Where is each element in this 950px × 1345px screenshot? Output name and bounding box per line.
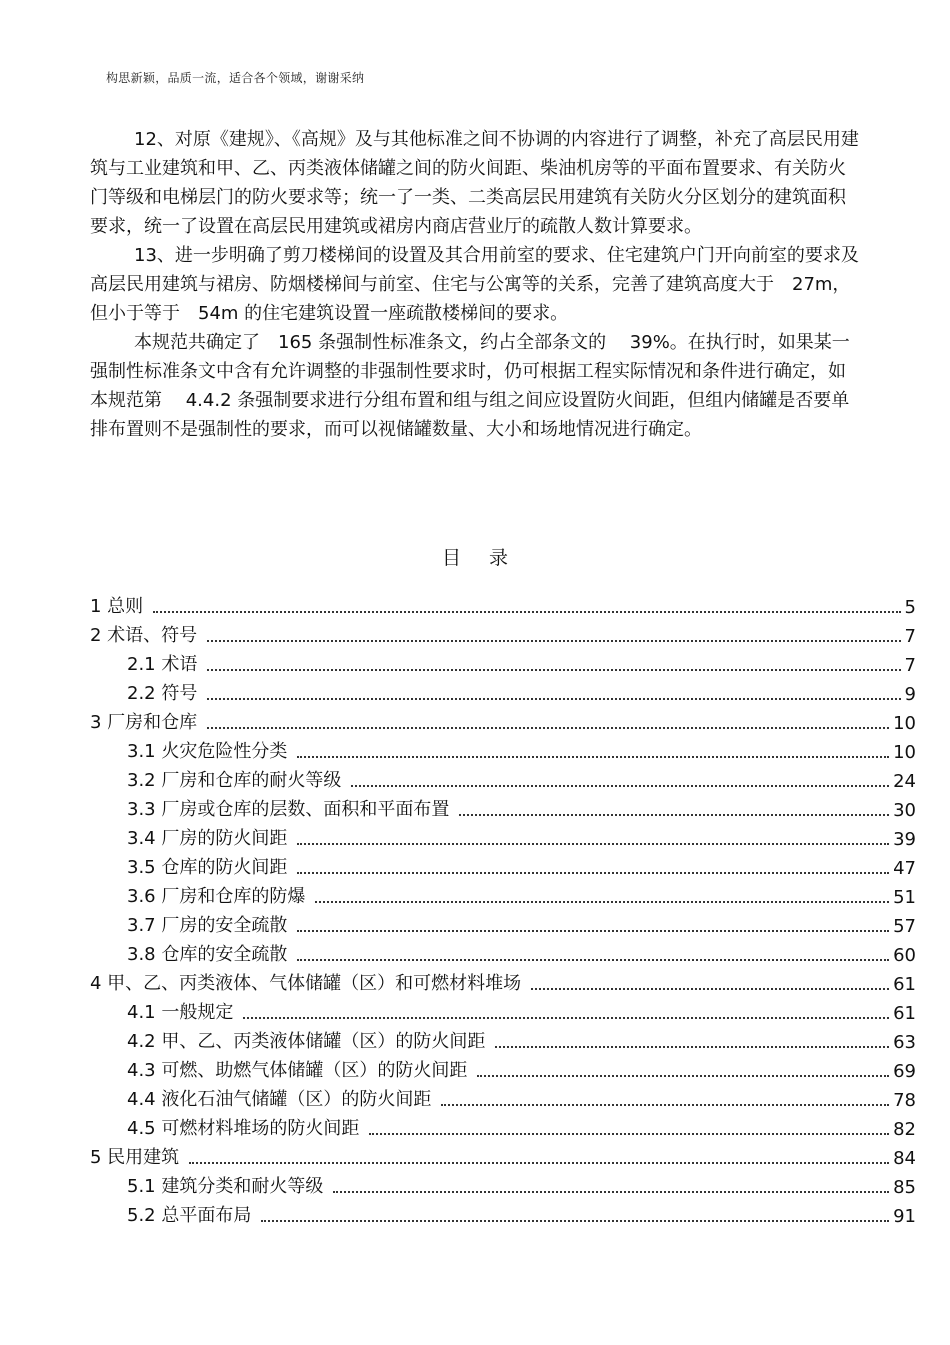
toc-entry-label: 4 甲、乙、丙类液体、气体储罐（区）和可燃材料堆场 xyxy=(90,973,522,994)
toc-entry-label: 4.1 一般规定 xyxy=(127,1002,234,1023)
toc-leader-dots xyxy=(297,959,889,961)
paragraph-mandatory-clauses: 本规范共确定了 165 条强制性标准条文，约占全部条文的 39%。在执行时，如果某一强制性标准条文中含有允许调整的非强制性要求时，仍可根据工程实际情况和条件进行确定，如本规范第 4.4.2 条强制要求进行分组布置和组与组之间应设置防火间距，但组内储罐是否要单排布置则不是强制性的要求，而可以视储罐数量、大小和场地情况进行确定。 xyxy=(90,332,850,440)
toc-leader-dots xyxy=(459,814,889,816)
toc-entry-label: 3.5 仓库的防火间距 xyxy=(127,857,288,878)
toc-leader-dots xyxy=(243,1017,889,1019)
toc-entry-label: 4.3 可燃、助燃气体储罐（区）的防火间距 xyxy=(127,1060,468,1081)
toc-entry-label: 2.1 术语 xyxy=(127,654,198,675)
toc-entry[interactable] xyxy=(90,995,916,1024)
toc-entry-page: 39 xyxy=(893,829,916,850)
toc-entry-page: 61 xyxy=(893,1003,916,1024)
toc-entry-label: 3 厂房和仓库 xyxy=(90,712,198,733)
toc-entry-page: 10 xyxy=(893,713,916,734)
toc-entry[interactable] xyxy=(90,589,916,618)
toc-entry[interactable] xyxy=(90,1024,916,1053)
toc-leader-dots xyxy=(351,785,889,787)
toc-entry-label: 5 民用建筑 xyxy=(90,1147,180,1168)
toc-entry-label: 5.1 建筑分类和耐火等级 xyxy=(127,1176,324,1197)
toc-entry-label: 3.8 仓库的安全疏散 xyxy=(127,944,288,965)
toc-entry[interactable] xyxy=(90,1053,916,1082)
toc-leader-dots xyxy=(369,1133,889,1135)
toc-entry-label: 5.2 总平面布局 xyxy=(127,1205,252,1226)
toc-entry-page: 5 xyxy=(904,597,916,618)
toc-entry[interactable] xyxy=(90,734,916,763)
toc-entry-page: 51 xyxy=(893,887,916,908)
toc-leader-dots xyxy=(441,1104,889,1106)
toc-entry-page: 57 xyxy=(893,916,916,937)
toc-entry[interactable] xyxy=(90,966,916,995)
toc-leader-dots xyxy=(297,756,889,758)
toc-leader-dots xyxy=(207,640,900,642)
toc-entry-label: 3.2 厂房和仓库的耐火等级 xyxy=(127,770,342,791)
toc-leader-dots xyxy=(477,1075,889,1077)
toc-entry[interactable] xyxy=(90,792,916,821)
toc-entry[interactable] xyxy=(90,937,916,966)
toc-leader-dots xyxy=(261,1220,889,1222)
toc-leader-dots xyxy=(189,1162,889,1164)
toc-entry-page: 10 xyxy=(893,742,916,763)
toc-entry-page: 63 xyxy=(893,1032,916,1053)
toc-entry[interactable] xyxy=(90,908,916,937)
toc-leader-dots xyxy=(531,988,889,990)
toc-entry-label: 2.2 符号 xyxy=(127,683,198,704)
toc-entry[interactable] xyxy=(90,1111,916,1140)
toc-leader-dots xyxy=(495,1046,889,1048)
toc-entry-page: 78 xyxy=(893,1090,916,1111)
toc-entry-page: 60 xyxy=(893,945,916,966)
header-note: 构思新颖，品质一流，适合各个领域，谢谢采纳 xyxy=(106,71,365,85)
toc-entry[interactable] xyxy=(90,1082,916,1111)
toc-leader-dots xyxy=(297,930,889,932)
toc-entry-label: 3.4 厂房的防火间距 xyxy=(127,828,288,849)
toc-entry-label: 1 总则 xyxy=(90,596,144,617)
toc-entry-page: 69 xyxy=(893,1061,916,1082)
toc-entry-label: 3.1 火灾危险性分类 xyxy=(127,741,288,762)
toc-entry[interactable] xyxy=(90,1140,916,1169)
toc-entry[interactable] xyxy=(90,618,916,647)
toc-entry-page: 85 xyxy=(893,1177,916,1198)
toc-entry[interactable] xyxy=(90,850,916,879)
toc-entry-page: 7 xyxy=(904,655,916,676)
toc-entry-page: 47 xyxy=(893,858,916,879)
toc-leader-dots xyxy=(207,727,889,729)
toc-leader-dots xyxy=(315,901,889,903)
toc-entry[interactable] xyxy=(90,821,916,850)
toc-entry[interactable] xyxy=(90,705,916,734)
toc-entry-page: 9 xyxy=(904,684,916,705)
toc-title: 目录 xyxy=(441,547,536,569)
toc-entry-label: 4.5 可燃材料堆场的防火间距 xyxy=(127,1118,360,1139)
toc-entry-page: 82 xyxy=(893,1119,916,1140)
paragraph-13: 13、进一步明确了剪刀楼梯间的设置及其合用前室的要求、住宅建筑户门开向前室的要求及高层民用建筑与裙房、防烟楼梯间与前室、住宅与公寓等的关系，完善了建筑高度大于 27m，但小于等于 54m 的住宅建筑设置一座疏散楼梯间的要求。 xyxy=(90,245,859,324)
toc-leader-dots xyxy=(297,872,889,874)
toc-entry-page: 7 xyxy=(904,626,916,647)
toc-entry[interactable] xyxy=(90,676,916,705)
toc-entry-label: 3.7 厂房的安全疏散 xyxy=(127,915,288,936)
toc-entry-page: 91 xyxy=(893,1206,916,1227)
toc-entry-label: 3.6 厂房和仓库的防爆 xyxy=(127,886,306,907)
body-text xyxy=(90,125,860,444)
toc-entry[interactable] xyxy=(90,647,916,676)
toc-entry-label: 3.3 厂房或仓库的层数、面积和平面布置 xyxy=(127,799,450,820)
toc-leader-dots xyxy=(333,1191,889,1193)
toc-entry-page: 24 xyxy=(893,771,916,792)
toc-leader-dots xyxy=(207,669,900,671)
table-of-contents xyxy=(90,589,916,1227)
toc-entry[interactable] xyxy=(90,763,916,792)
toc-entry-label: 4.2 甲、乙、丙类液体储罐（区）的防火间距 xyxy=(127,1031,486,1052)
toc-entry-page: 61 xyxy=(893,974,916,995)
toc-leader-dots xyxy=(297,843,889,845)
paragraph-12: 12、对原《建规》、《高规》及与其他标准之间不协调的内容进行了调整，补充了高层民用建筑与工业建筑和甲、乙、丙类液体储罐之间的防火间距、柴油机房等的平面布置要求、有关防火门等级和电梯层门的防火要求等；统一了一类、二类高层民用建筑有关防火分区划分的建筑面积要求，统一了设置在高层民用建筑或裙房内商店营业厅的疏散人数计算要求。 xyxy=(90,129,859,237)
toc-leader-dots xyxy=(207,698,900,700)
toc-entry[interactable] xyxy=(90,1169,916,1198)
toc-entry-label: 2 术语、符号 xyxy=(90,625,198,646)
toc-leader-dots xyxy=(153,611,900,613)
toc-entry-page: 84 xyxy=(893,1148,916,1169)
toc-entry-page: 30 xyxy=(893,800,916,821)
toc-entry[interactable] xyxy=(90,879,916,908)
toc-entry[interactable] xyxy=(90,1198,916,1227)
toc-entry-label: 4.4 液化石油气储罐（区）的防火间距 xyxy=(127,1089,432,1110)
